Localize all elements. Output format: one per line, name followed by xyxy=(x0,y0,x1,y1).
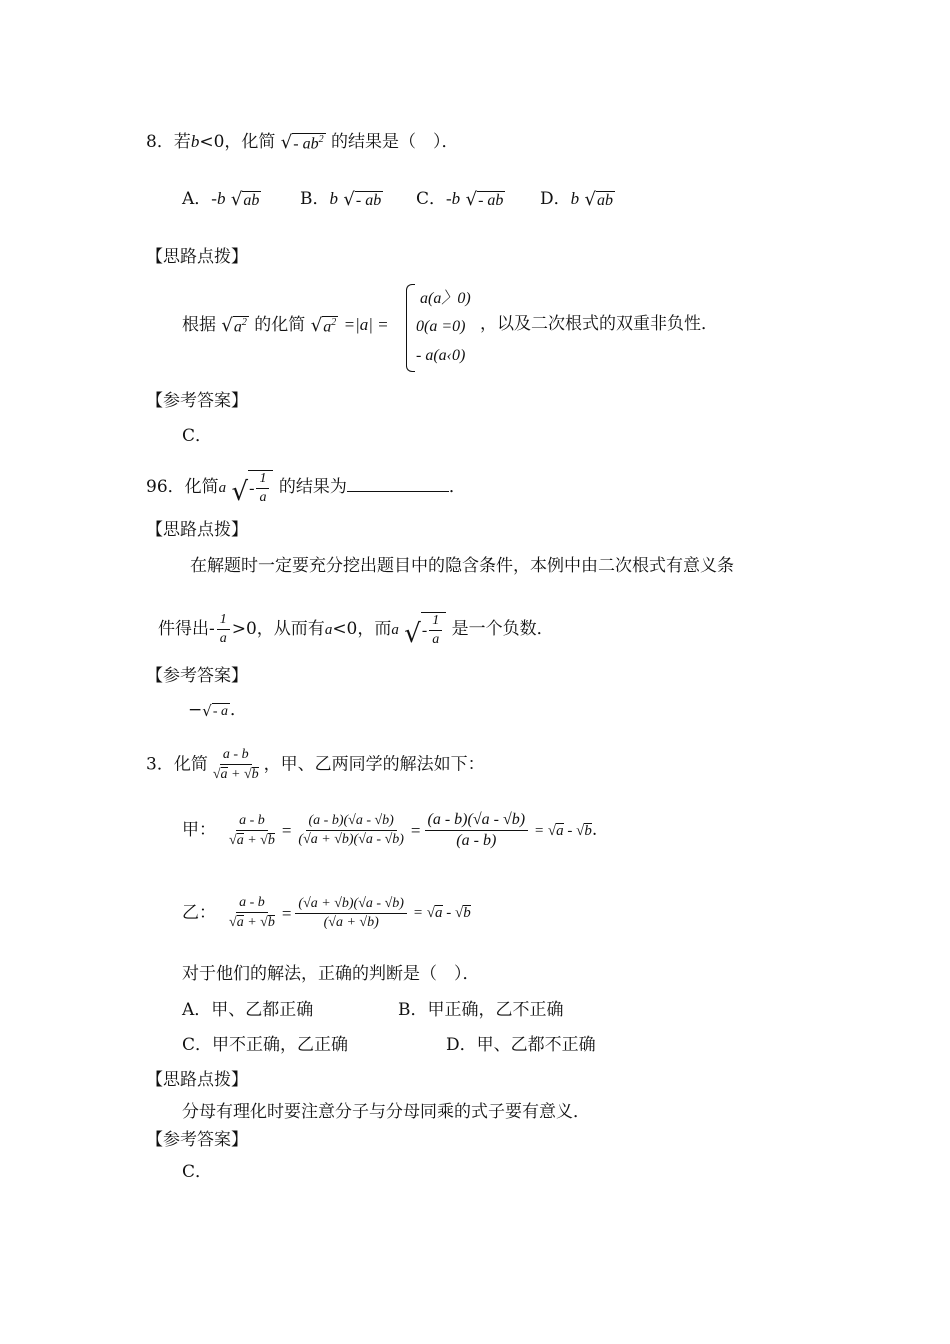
q8-answer-heading: 【参考答案】 xyxy=(146,391,248,411)
q96-hint-line1: 在解题时一定要充分挖出题目中的隐含条件，本例中由二次根式有意义条 xyxy=(190,556,734,576)
q8-hint-heading: 【思路点拨】 xyxy=(146,247,248,267)
q96-radical: √ - $\frac{1}{a}$ xyxy=(232,470,274,505)
q3-yi-solution: 乙： $\frac{a - b}{√a + √b}$ = $\frac{(√a + √b)(√a - √b)}{(√a + √b)}$ = √a - √b xyxy=(182,895,471,930)
q8-case-1: a(a〉0) xyxy=(420,290,471,307)
q3-question: 对于他们的解法，正确的判断是（ ）． xyxy=(182,964,480,984)
q96-answer-blank[interactable] xyxy=(347,477,449,492)
q8-option-b[interactable]: B．b √ - ab xyxy=(300,188,382,210)
q96-answer-radical: √ - a xyxy=(202,701,228,720)
q96-answer: − √ - a ． xyxy=(188,700,247,720)
q8-stem: 8．若b<0，化简 √ - $ab^2$ 的结果是（ ）． xyxy=(146,132,459,154)
q8-hint-radical-1: √ $a^2$ xyxy=(221,315,247,337)
q8-hint-text: 根据 √ $a^2$ 的化简 √ $a^2$ =|a| = xyxy=(182,315,389,337)
q8-case-3: - a(a‹0) xyxy=(416,347,466,364)
q8-option-c-radical: √ - ab xyxy=(465,188,504,210)
q3-stem: 3．化简 $\frac{a - b}{√a + √b}$ ，甲、乙两同学的解法如下： xyxy=(146,747,485,782)
q3-option-c[interactable]: C．甲不正确，乙正确 xyxy=(182,1035,349,1055)
q3-hint-heading: 【思路点拨】 xyxy=(146,1070,248,1090)
q3-option-d[interactable]: D．甲、乙都不正确 xyxy=(446,1035,596,1055)
q8-option-a[interactable]: A．-b √ ab xyxy=(182,188,260,210)
q3-hint: 分母有理化时要注意分子与分母同乘的式子要有意义． xyxy=(182,1102,590,1122)
q3-answer: C． xyxy=(182,1162,213,1182)
q3-option-a[interactable]: A．甲、乙都正确 xyxy=(182,1000,314,1020)
q96-stem: 96．化简a √ - $\frac{1}{a}$ 的结果为 ． xyxy=(146,471,466,507)
q3-answer-heading: 【参考答案】 xyxy=(146,1130,248,1150)
q8-option-d[interactable]: D．b √ ab xyxy=(540,188,614,210)
q8-option-b-radical: √ - ab xyxy=(343,188,382,210)
q8-option-c[interactable]: C．-b √ - ab xyxy=(416,188,504,210)
q8-answer: C． xyxy=(182,426,213,446)
q8-cases-brace xyxy=(406,284,415,372)
q8-hint-tail: ，以及二次根式的双重非负性． xyxy=(480,314,718,334)
q8-hint-radical-2: √ $a^2$ xyxy=(310,315,337,337)
q3-option-b[interactable]: B．甲正确，乙不正确 xyxy=(398,1000,564,1020)
q96-answer-heading: 【参考答案】 xyxy=(146,666,248,686)
q8-option-d-radical: √ ab xyxy=(584,188,614,210)
q8-radical: √ - $ab^2$ xyxy=(280,132,324,154)
q96-hint-radical: √ - $\frac{1}{a}$ xyxy=(404,612,446,647)
q8-var-b: b xyxy=(190,132,200,152)
q8-case-2: 0(a =0) xyxy=(416,318,466,335)
q8-option-a-radical: √ ab xyxy=(230,188,260,210)
q96-hint-line2: 件得出- $\frac{1}{a}$ >0，从而有a<0，而a √ - $\frac{1}{a}$ 是一个负数． xyxy=(158,612,554,649)
q96-hint-heading: 【思路点拨】 xyxy=(146,520,248,540)
q3-jia-solution: 甲： $\frac{a - b}{√a + √b}$ = $\frac{(a - b)(√a - √b)}{(√a + √b)(√a - √b)}$ = $\frac{(a - b)(√a - √b)}{(a - b)}$ = √a - √b . xyxy=(182,811,598,849)
